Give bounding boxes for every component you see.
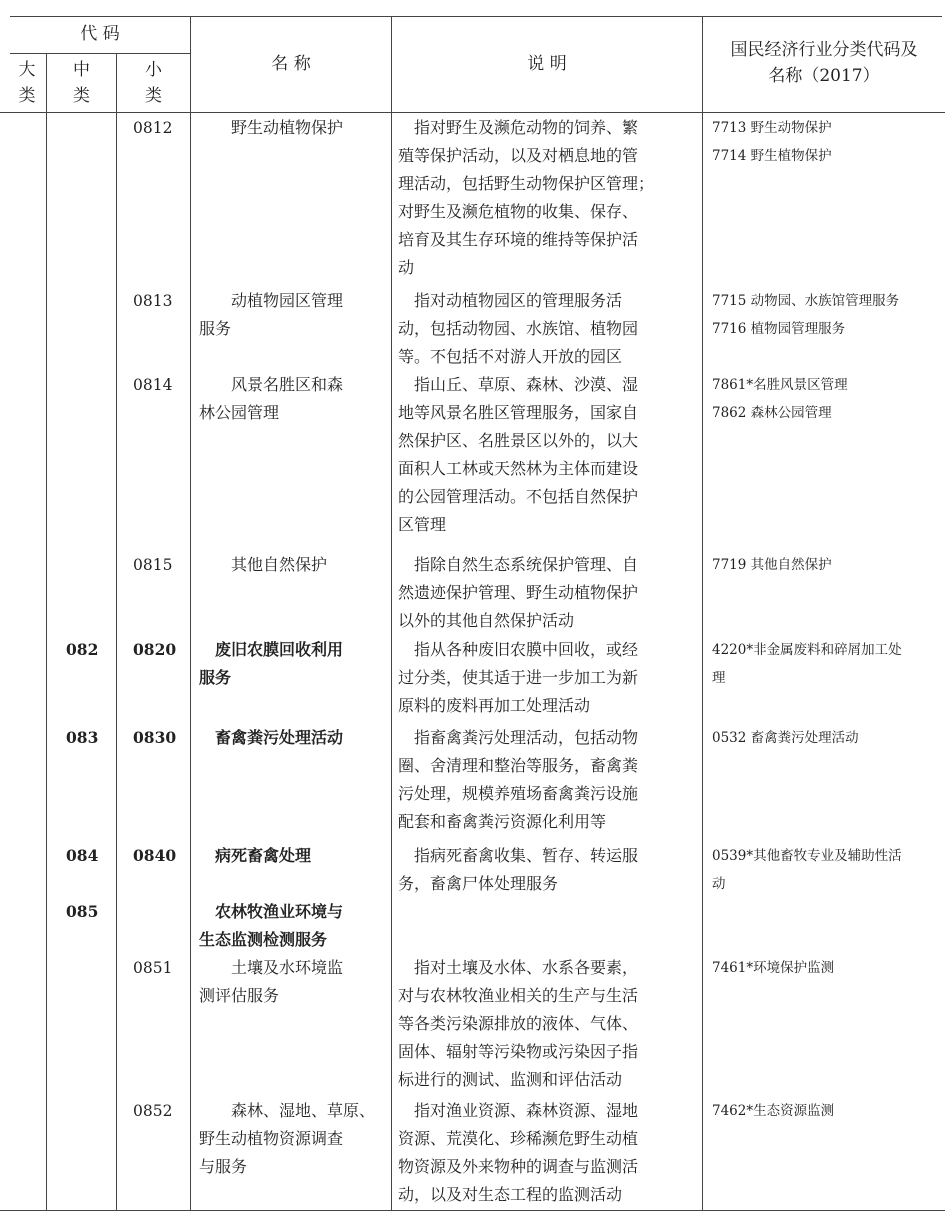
table-top-rule bbox=[10, 16, 942, 17]
category-description-line: 污处理，规模养殖场畜禽粪污设施 bbox=[398, 784, 639, 803]
category-name bbox=[199, 1097, 389, 1181]
category-description bbox=[398, 636, 698, 720]
category-description-line: 指对渔业资源、森林资源、湿地 bbox=[398, 1101, 639, 1120]
industry-reference bbox=[712, 1097, 940, 1125]
category-description-line: 指除自然生态系统保护管理、自 bbox=[398, 555, 639, 574]
category-name-line: 病死畜禽处理 bbox=[199, 846, 312, 865]
header-medium-1: 中 bbox=[73, 60, 90, 80]
category-name-line: 生态监测检测服务 bbox=[199, 930, 328, 949]
category-description-line: 务，畜禽尸体处理服务 bbox=[398, 874, 559, 893]
minor-class-code: 0813 bbox=[133, 292, 173, 310]
header-bottom-rule bbox=[0, 112, 945, 113]
category-description bbox=[398, 724, 698, 836]
table-bottom-rule bbox=[0, 1210, 945, 1211]
header-major-2: 类 bbox=[18, 86, 36, 106]
category-name-line: 动植物园区管理 bbox=[199, 291, 344, 310]
col-divider-name-desc bbox=[391, 16, 392, 1211]
industry-reference bbox=[712, 842, 940, 898]
category-name-line: 野生动植物保护 bbox=[199, 118, 344, 137]
category-description-line: 指对土壤及水体、水系各要素， bbox=[398, 958, 639, 977]
header-desc: 说 明 bbox=[527, 54, 567, 74]
category-name-line: 风景名胜区和森 bbox=[199, 375, 344, 394]
category-description-line: 面积人工林或天然林为主体而建设 bbox=[398, 459, 639, 478]
category-description-line: 资源、荒漠化、珍稀濒危野生动植 bbox=[398, 1129, 639, 1148]
category-name bbox=[199, 371, 389, 427]
category-description-line: 区管理 bbox=[398, 515, 447, 534]
industry-reference-line: 7862 森林公园管理 bbox=[712, 405, 832, 421]
header-minor-1: 小 bbox=[145, 60, 162, 80]
industry-reference-line: 7461*环境保护监测 bbox=[712, 960, 835, 976]
category-name bbox=[199, 898, 389, 954]
minor-class-code: 0840 bbox=[133, 846, 177, 865]
category-description bbox=[398, 842, 698, 898]
medium-class-code: 083 bbox=[66, 728, 99, 747]
category-description-line: 指畜禽粪污处理活动，包括动物 bbox=[398, 728, 639, 747]
category-name-line: 森林、湿地、草原、 bbox=[199, 1101, 376, 1120]
category-name bbox=[199, 551, 389, 579]
industry-reference bbox=[712, 371, 940, 427]
industry-reference-line: 7462*生态资源监测 bbox=[712, 1103, 835, 1119]
code-header-rule bbox=[10, 53, 190, 54]
minor-class-code: 0852 bbox=[133, 1102, 173, 1120]
category-description-line: 理活动，包括野生动物保护区管理； bbox=[398, 174, 655, 193]
minor-class-code: 0830 bbox=[133, 728, 177, 747]
category-description-line: 动，以及对生态工程的监测活动 bbox=[398, 1185, 623, 1204]
category-description-line: 的公园管理活动。不包括自然保护 bbox=[398, 487, 639, 506]
industry-reference bbox=[712, 636, 940, 692]
industry-reference bbox=[712, 551, 940, 579]
category-name bbox=[199, 954, 389, 1010]
header-name: 名 称 bbox=[271, 54, 311, 74]
category-description bbox=[398, 954, 698, 1094]
industry-reference-line: 7716 植物园管理服务 bbox=[712, 321, 846, 337]
industry-reference-line: 4220*非金属废料和碎屑加工处 bbox=[712, 642, 902, 658]
industry-reference-line: 7719 其他自然保护 bbox=[712, 557, 832, 573]
category-description-line: 指对动植物园区的管理服务活 bbox=[398, 291, 623, 310]
category-name-line: 畜禽粪污处理活动 bbox=[199, 728, 344, 747]
industry-reference-line: 0532 畜禽粪污处理活动 bbox=[712, 730, 859, 746]
category-name-line: 与服务 bbox=[199, 1157, 248, 1176]
category-description-line: 指病死畜禽收集、暂存、转运服 bbox=[398, 846, 639, 865]
category-description-line: 原料的废料再加工处理活动 bbox=[398, 696, 591, 715]
category-description-line: 殖等保护活动，以及对栖息地的管 bbox=[398, 146, 639, 165]
category-description-line: 等。不包括不对游人开放的园区 bbox=[398, 347, 623, 366]
header-code: 代 码 bbox=[80, 24, 120, 44]
industry-reference-line: 7715 动物园、水族馆管理服务 bbox=[712, 293, 900, 309]
minor-class-code: 0820 bbox=[133, 640, 177, 659]
category-description-line: 动，包括动物园、水族馆、植物园 bbox=[398, 319, 639, 338]
industry-reference-line: 7861*名胜风景区管理 bbox=[712, 377, 848, 393]
col-divider-desc-ref bbox=[702, 16, 703, 1211]
category-description-line: 圈、舍清理和整治等服务，畜禽粪 bbox=[398, 756, 639, 775]
category-name-line: 其他自然保护 bbox=[199, 555, 328, 574]
category-name bbox=[199, 114, 389, 142]
minor-class-code: 0815 bbox=[133, 556, 173, 574]
category-description-line: 地等风景名胜区管理服务，国家自 bbox=[398, 403, 639, 422]
industry-reference-line: 理 bbox=[712, 670, 726, 686]
category-description-line: 然遗迹保护管理、野生动植物保护 bbox=[398, 583, 639, 602]
industry-reference-line: 7713 野生动物保护 bbox=[712, 120, 832, 136]
medium-class-code: 085 bbox=[66, 902, 99, 921]
category-description-line: 指对野生及濒危动物的饲养、繁 bbox=[398, 118, 639, 137]
industry-reference bbox=[712, 724, 940, 752]
category-description bbox=[398, 1097, 698, 1209]
category-description bbox=[398, 287, 698, 371]
industry-reference bbox=[712, 954, 940, 982]
category-description-line: 过分类，使其适于进一步加工为新 bbox=[398, 668, 639, 687]
header-ref-2: 名称（2017） bbox=[768, 66, 880, 86]
category-description bbox=[398, 371, 698, 539]
category-name bbox=[199, 287, 389, 343]
col-divider-major-medium bbox=[46, 53, 47, 1211]
category-name-line: 服务 bbox=[199, 668, 232, 687]
category-name bbox=[199, 724, 389, 752]
category-description-line: 等各类污染源排放的液体、气体、 bbox=[398, 1014, 639, 1033]
category-name-line: 废旧农膜回收利用 bbox=[199, 640, 344, 659]
medium-class-code: 082 bbox=[66, 640, 99, 659]
col-divider-medium-minor bbox=[116, 53, 117, 1211]
category-description bbox=[398, 114, 698, 282]
industry-reference bbox=[712, 287, 940, 343]
category-description-line: 物资源及外来物种的调查与监测活 bbox=[398, 1157, 639, 1176]
category-name bbox=[199, 842, 389, 870]
category-description-line: 培育及其生存环境的维持等保护活 bbox=[398, 230, 639, 249]
category-description bbox=[398, 551, 698, 635]
medium-class-code: 084 bbox=[66, 846, 99, 865]
category-name-line: 林公园管理 bbox=[199, 403, 280, 422]
category-name bbox=[199, 636, 389, 692]
header-minor-2: 类 bbox=[145, 86, 162, 106]
category-description-line: 标进行的测试、监测和评估活动 bbox=[398, 1070, 623, 1089]
category-name-line: 测评估服务 bbox=[199, 986, 280, 1005]
category-name-line: 服务 bbox=[199, 319, 232, 338]
minor-class-code: 0851 bbox=[133, 959, 173, 977]
col-divider-code-name bbox=[190, 16, 191, 1211]
industry-reference-line: 动 bbox=[712, 876, 726, 892]
category-name-line: 土壤及水环境监 bbox=[199, 958, 344, 977]
category-description-line: 对野生及濒危植物的收集、保存、 bbox=[398, 202, 639, 221]
industry-reference bbox=[712, 114, 940, 170]
category-description-line: 动 bbox=[398, 258, 415, 277]
header-medium-2: 类 bbox=[73, 86, 90, 106]
category-description-line: 以外的其他自然保护活动 bbox=[398, 611, 575, 630]
industry-reference-line: 0539*其他畜牧专业及辅助性活 bbox=[712, 848, 902, 864]
minor-class-code: 0814 bbox=[133, 376, 173, 394]
category-description-line: 配套和畜禽粪污资源化利用等 bbox=[398, 812, 607, 831]
industry-reference-line: 7714 野生植物保护 bbox=[712, 148, 832, 164]
category-description-line: 对与农林牧渔业相关的生产与生活 bbox=[398, 986, 639, 1005]
category-description-line: 固体、辐射等污染物或污染因子指 bbox=[398, 1042, 639, 1061]
category-name-line: 农林牧渔业环境与 bbox=[199, 902, 344, 921]
category-description-line: 指从各种废旧农膜中回收，或经 bbox=[398, 640, 639, 659]
minor-class-code: 0812 bbox=[133, 119, 173, 137]
category-name-line: 野生动植物资源调查 bbox=[199, 1129, 344, 1148]
header-ref-1: 国民经济行业分类代码及 bbox=[730, 40, 918, 60]
header-major-1: 大 bbox=[18, 60, 36, 80]
category-description-line: 然保护区、名胜景区以外的，以大 bbox=[398, 431, 639, 450]
category-description-line: 指山丘、草原、森林、沙漠、湿 bbox=[398, 375, 639, 394]
